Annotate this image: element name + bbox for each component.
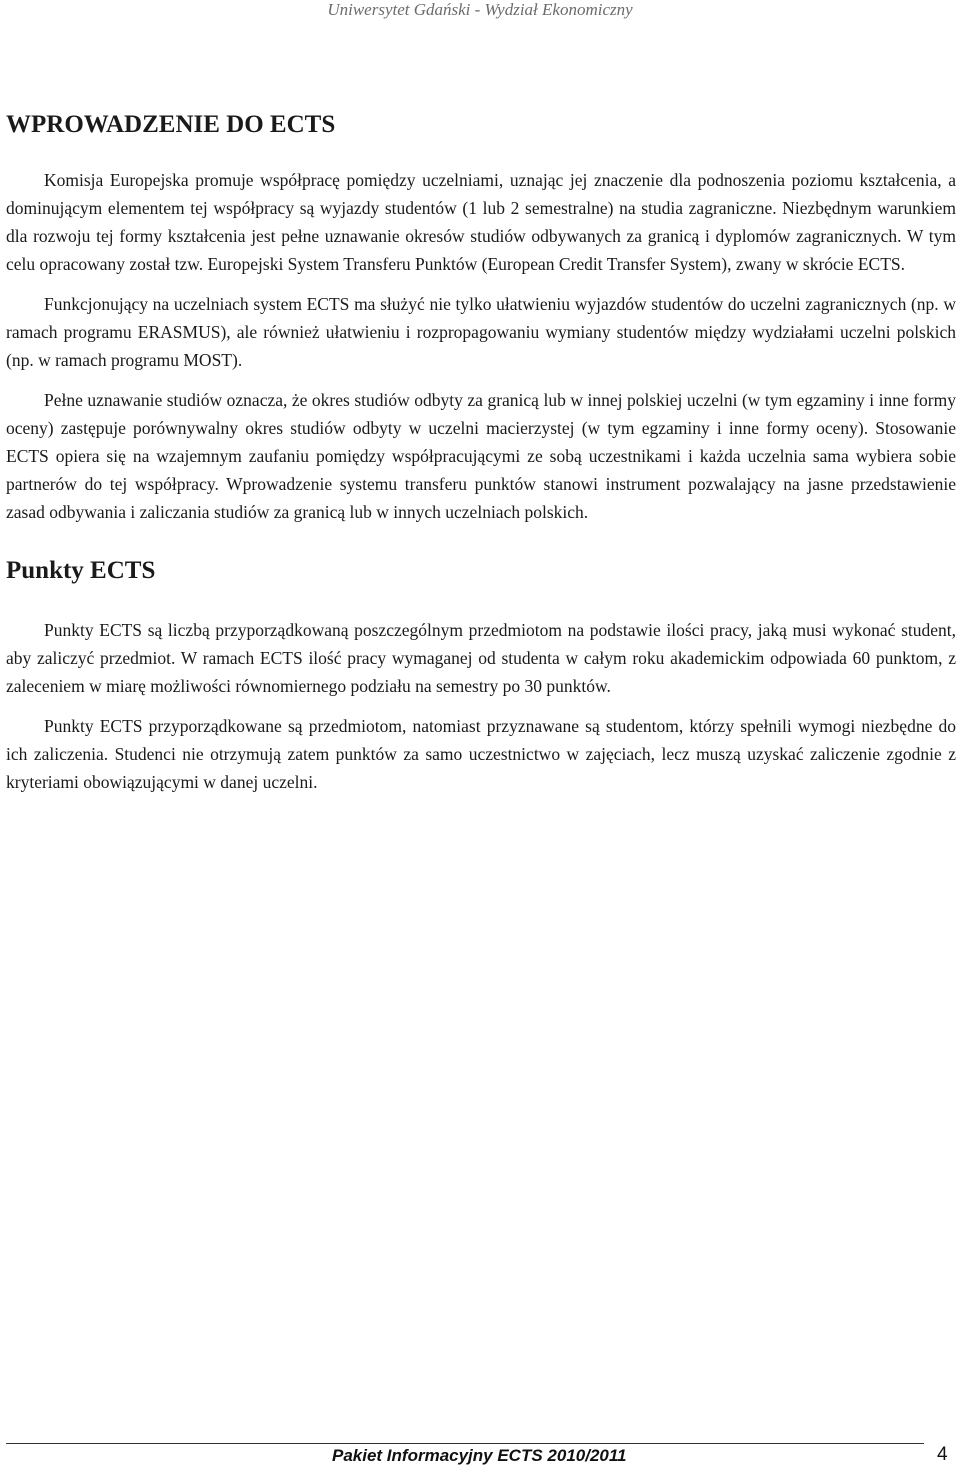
paragraph: Punkty ECTS są liczbą przyporządkowaną poszczególnym przedmiotom na podstawie ilości pracy, jaką musi wykonać student, aby zaliczyć przedmiot. W ramach ECTS ilość pracy wymaganej od studenta w całym roku akademickim odpowiada 60 punktom, z zaleceniem w miarę możliwości równomiernego podziału na semestry po 30 punktów. — [6, 620, 956, 696]
page-footer — [0, 1437, 960, 1467]
footer-publication-title: Pakiet Informacyjny ECTS 2010/2011 — [332, 1446, 627, 1465]
paragraph: Pełne uznawanie studiów oznacza, że okres studiów odbyty za granicą lub w innej polskiej uczelni (w tym egzaminy i inne formy oceny) zastępuje porównywalny okres studiów odbyty w uczelni macierzystej (w tym egzaminy i inne formy oceny). Stosowanie ECTS opiera się na wzajemnym zaufaniu pomiędzy współpracującymi ze sobą uczestnikami i każda uczelnia sama wybiera sobie partnerów do tej współpracy. Wprowadzenie systemu transferu punktów stanowi instrument pozwalający na jasne przedstawienie zasad odbywania i zaliczania studiów za granicą lub w innych uczelniach polskich. — [6, 390, 956, 522]
document-body — [6, 110, 956, 808]
section-title-ects-points: Punkty ECTS — [6, 557, 156, 584]
running-header: Uniwersytet Gdański - Wydział Ekonomiczny — [327, 0, 633, 19]
section-title-introduction: WPROWADZENIE DO ECTS — [6, 111, 336, 138]
paragraph: Komisja Europejska promuje współpracę pomiędzy uczelniami, uznając jej znaczenie dla podnoszenia poziomu kształcenia, a dominującym elementem tej współpracy są wyjazdy studentów (1 lub 2 semestralne) na studia zagraniczne. Niezbędnym warunkiem dla rozwoju tej formy kształcenia jest pełne uznawanie okresów studiów odbywanych za granicą i dyplomów zagranicznych. W tym celu opracowany został tzw. Europejski System Transferu Punktów (European Credit Transfer System), zwany w skrócie ECTS. — [6, 170, 956, 274]
footer-divider — [6, 1443, 924, 1444]
paragraph: Punkty ECTS przyporządkowane są przedmiotom, natomiast przyznawane są studentom, którzy spełnili wymogi niezbędne do ich zaliczenia. Studenci nie otrzymują zatem punktów za samo uczestnictwo w zajęciach, lecz muszą uzyskać zaliczenie zgodnie z kryteriami obowiązującymi w danej uczelni. — [6, 716, 956, 792]
paragraph: Funkcjonujący na uczelniach system ECTS ma służyć nie tylko ułatwieniu wyjazdów studentów do uczelni zagranicznych (np. w ramach programu ERASMUS), ale również ułatwieniu i rozpropagowaniu wymiany studentów między wydziałami uczelni polskich (np. w ramach programu MOST). — [6, 294, 956, 370]
page-number: 4 — [937, 1444, 948, 1465]
